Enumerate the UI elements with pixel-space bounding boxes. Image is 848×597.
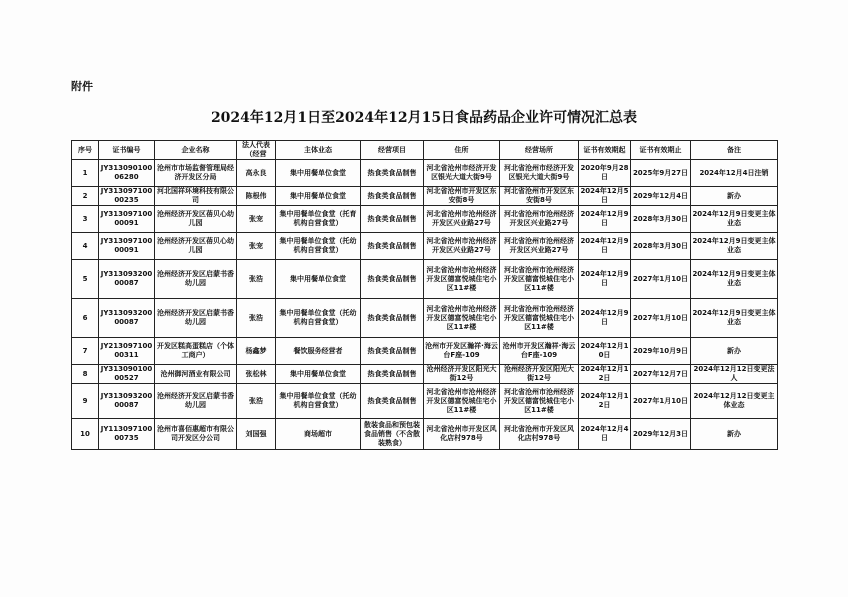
- cell-seq: 1: [72, 160, 99, 187]
- cell-business-type: 集中用餐单位食堂: [276, 160, 361, 187]
- header-legal-rep: 法人代表（经营: [237, 141, 276, 160]
- cell-address: 河北省沧州市经济开发区银光大道大街9号: [424, 160, 500, 187]
- cell-seq: 10: [72, 419, 99, 450]
- cell-seq: 2: [72, 187, 99, 206]
- cell-cert-no: JY31309320000087: [99, 299, 155, 338]
- cell-premises: 河北省沧州市经济开发区银光大道大街9号: [500, 160, 579, 187]
- header-premises: 经营场所: [500, 141, 579, 160]
- cell-cert-no: JY31309710000235: [99, 187, 155, 206]
- cell-valid-from: 2024年12月9日: [579, 233, 631, 260]
- cell-remarks: 2024年12月12日变更法人: [691, 365, 778, 384]
- cell-address: 河北省沧州市沧州经济开发区德富悦城住宅小区11#楼: [424, 299, 500, 338]
- cell-remarks: 2024年12月9日变更主体业态: [691, 233, 778, 260]
- cell-cert-no: JY11309710000735: [99, 419, 155, 450]
- cell-remarks: 2024年12月9日变更主体业态: [691, 299, 778, 338]
- cell-seq: 9: [72, 384, 99, 419]
- cell-seq: 4: [72, 233, 99, 260]
- cell-cert-no: JY21309710000311: [99, 338, 155, 365]
- cell-valid-to: 2027年12月7日: [631, 365, 691, 384]
- cell-business-items: 热食类食品制售: [361, 187, 424, 206]
- cell-company: 沧州经济开发区启蒙书香幼儿园: [155, 260, 237, 299]
- cell-valid-from: 2024年12月12日: [579, 384, 631, 419]
- cell-cert-no: JY31309320000087: [99, 260, 155, 299]
- cell-company: 开发区糕高蛋糕店（个体工商户）: [155, 338, 237, 365]
- cell-seq: 8: [72, 365, 99, 384]
- cell-remarks: 2024年12月12日变更主体业态: [691, 384, 778, 419]
- document-title: 2024年12月1日至2024年12月15日食品药品企业许可情况汇总表: [210, 110, 638, 126]
- cell-company: 沧州御河酒业有限公司: [155, 365, 237, 384]
- cell-business-type: 商场超市: [276, 419, 361, 450]
- cell-company: 沧州经济开发区蓓贝心幼儿园: [155, 233, 237, 260]
- table-row: [72, 384, 778, 419]
- cell-valid-to: 2025年9月27日: [631, 160, 691, 187]
- cell-legal-rep: 张宠: [237, 206, 276, 233]
- header-valid-to: 证书有效期止: [631, 141, 691, 160]
- cell-cert-no: JY31309710000091: [99, 233, 155, 260]
- cell-premises: 河北省沧州市沧州经济开发区兴业路27号: [500, 206, 579, 233]
- header-seq: 序号: [72, 141, 99, 160]
- cell-valid-to: 2027年1月10日: [631, 384, 691, 419]
- cell-premises: 河北省沧州市开发区风化店村978号: [500, 419, 579, 450]
- cell-company: 沧州市喜佰惠超市有限公司开发区分公司: [155, 419, 237, 450]
- table-header-row: [72, 141, 778, 160]
- cell-valid-to: 2027年1月10日: [631, 260, 691, 299]
- cell-cert-no: JY31309320000087: [99, 384, 155, 419]
- cell-cert-no: JY31309010006280: [99, 160, 155, 187]
- cell-business-items: 热食类食品制售: [361, 299, 424, 338]
- cell-business-type: 集中用餐单位食堂: [276, 260, 361, 299]
- cell-remarks: 2024年12月9日变更主体业态: [691, 206, 778, 233]
- header-cert-no: 证书编号: [99, 141, 155, 160]
- cell-valid-from: 2024年12月5日: [580, 187, 629, 204]
- cell-cert-no: JY31309710000091: [99, 206, 155, 233]
- table-row: [72, 260, 778, 299]
- header-remarks: 备注: [691, 141, 778, 160]
- cell-seq: 7: [72, 338, 99, 365]
- cell-remarks: 新办: [691, 338, 778, 365]
- cell-business-items: 热食类食品制售: [361, 365, 424, 384]
- cell-legal-rep: 张松林: [237, 365, 276, 384]
- attachment-label: 附件: [71, 80, 93, 93]
- cell-company: 沧州经济开发区启蒙书香幼儿园: [155, 299, 237, 338]
- cell-address: 河北省沧州市开发区风化店村978号: [424, 419, 500, 450]
- cell-legal-rep: 高永良: [237, 160, 276, 187]
- cell-business-type: 集中用餐单位食堂（托幼机构自营食堂）: [276, 299, 361, 338]
- cell-legal-rep: 杨鑫梦: [237, 338, 276, 365]
- cell-address: 河北省沧州市沧州经济开发区兴业路27号: [424, 206, 500, 233]
- cell-valid-to: 2028年3月30日: [631, 206, 691, 233]
- cell-business-type: 集中用餐单位食堂: [276, 187, 361, 206]
- cell-legal-rep: 张宠: [237, 233, 276, 260]
- table-row: [72, 299, 778, 338]
- cell-address: 河北省沧州市沧州经济开发区德富悦城住宅小区11#楼: [424, 260, 500, 299]
- cell-business-type: 集中用餐单位食堂: [276, 365, 361, 384]
- header-business-type: 主体业态: [276, 141, 361, 160]
- cell-valid-to: 2027年1月10日: [631, 299, 691, 338]
- cell-premises: 河北省沧州市沧州经济开发区德富悦城住宅小区11#楼: [500, 299, 579, 338]
- cell-premises: 河北省沧州市沧州经济开发区德富悦城住宅小区11#楼: [500, 384, 579, 419]
- cell-valid-to: 2029年12月4日: [631, 187, 691, 206]
- cell-business-items: 热食类食品制售: [361, 233, 424, 260]
- table-row: [72, 160, 778, 187]
- cell-business-items: 热食类食品制售: [361, 160, 424, 187]
- cell-premises: 沧州经济开发区阳光大街12号: [500, 365, 579, 384]
- cell-business-items: 热食类食品制售: [361, 384, 424, 419]
- cell-valid-from: 2024年12月12日: [580, 365, 629, 382]
- cell-valid-from: 2024年12月9日: [579, 299, 631, 338]
- cell-legal-rep: 刘国强: [237, 419, 276, 450]
- cell-address: 河北省沧州市沧州经济开发区兴业路27号: [424, 233, 500, 260]
- cell-company: 沧州市市场监督管理局经济开发区分局: [155, 160, 237, 187]
- cell-business-type: 集中用餐单位食堂（托育机构自营食堂）: [276, 206, 361, 233]
- cell-remarks: 2024年12月9日变更主体业态: [691, 260, 778, 299]
- cell-premises: 沧州市开发区瀚祥·海云台F座-109: [500, 338, 579, 365]
- table-row: [72, 187, 778, 206]
- header-valid-from: 证书有效期起: [579, 141, 631, 160]
- cell-legal-rep: 张浩: [237, 384, 276, 419]
- cell-business-type: 集中用餐单位食堂（托幼机构自营食堂）: [276, 384, 361, 419]
- cell-remarks: 2024年12月4日注销: [691, 160, 778, 187]
- cell-seq: 3: [72, 206, 99, 233]
- cell-address: 沧州市开发区瀚祥·海云台F座-109: [424, 338, 500, 365]
- cell-cert-no: JY31309010000527: [99, 365, 155, 384]
- cell-business-type: 餐饮服务经营者: [276, 338, 361, 365]
- cell-address: 沧州经济开发区阳光大街12号: [424, 365, 500, 384]
- cell-legal-rep: 张浩: [237, 260, 276, 299]
- cell-valid-to: 2029年12月3日: [631, 419, 691, 450]
- cell-address: 河北省沧州市沧州经济开发区德富悦城住宅小区11#楼: [424, 384, 500, 419]
- table-row: [72, 419, 778, 450]
- cell-valid-from: 2024年12月9日: [579, 206, 631, 233]
- cell-company: 河北国祥环境科技有限公司: [155, 187, 237, 206]
- cell-premises: 河北省沧州市沧州经济开发区德富悦城住宅小区11#楼: [500, 260, 579, 299]
- cell-business-items: 热食类食品制售: [361, 260, 424, 299]
- cell-remarks: 新办: [691, 419, 778, 450]
- license-summary-table: [71, 140, 778, 450]
- cell-business-items: 热食类食品制售: [361, 338, 424, 365]
- cell-valid-to: 2028年3月30日: [631, 233, 691, 260]
- cell-valid-from: 2024年12月10日: [579, 338, 631, 365]
- cell-valid-from: 2024年12月9日: [579, 260, 631, 299]
- cell-company: 沧州经济开发区启蒙书香幼儿园: [155, 384, 237, 419]
- cell-seq: 6: [72, 299, 99, 338]
- cell-business-items: 散装食品和预包装食品销售（不含散装熟食）: [361, 419, 424, 450]
- header-company: 企业名称: [155, 141, 237, 160]
- cell-valid-to: 2029年10月9日: [631, 338, 691, 365]
- cell-remarks: 新办: [691, 187, 778, 206]
- cell-valid-from: 2020年9月28日: [579, 160, 631, 187]
- table-row: [72, 365, 778, 384]
- table-row: [72, 233, 778, 260]
- cell-address: 河北省沧州市开发区东安街8号: [424, 187, 500, 206]
- cell-legal-rep: 陈根伟: [237, 187, 276, 206]
- header-business-items: 经营项目: [361, 141, 424, 160]
- cell-company: 沧州经济开发区蓓贝心幼儿园: [155, 206, 237, 233]
- cell-business-items: 热食类食品制售: [361, 206, 424, 233]
- table-row: [72, 206, 778, 233]
- table-row: [72, 338, 778, 365]
- cell-valid-from: 2024年12月4日: [579, 419, 631, 450]
- header-address: 住所: [424, 141, 500, 160]
- cell-premises: 河北省沧州市沧州经济开发区兴业路27号: [500, 233, 579, 260]
- cell-legal-rep: 张浩: [237, 299, 276, 338]
- cell-seq: 5: [72, 260, 99, 299]
- cell-premises: 河北省沧州市开发区东安街8号: [500, 187, 579, 206]
- cell-business-type: 集中用餐单位食堂（托幼机构自营食堂）: [276, 233, 361, 260]
